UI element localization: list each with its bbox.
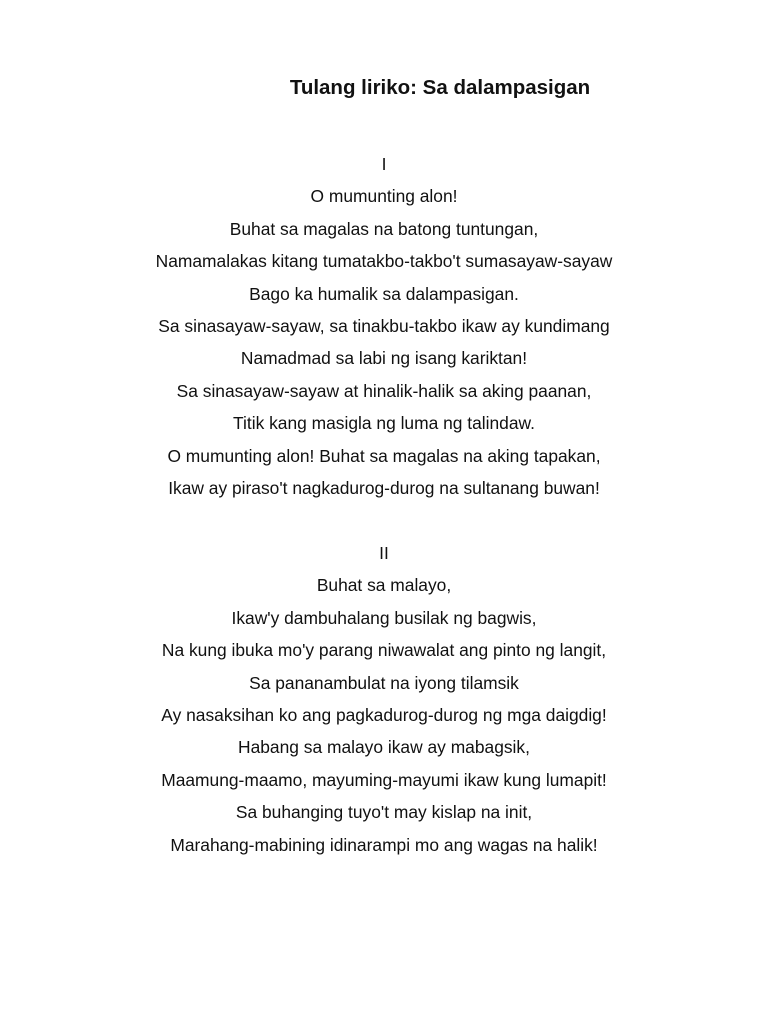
poem-line: Sa pananambulat na iyong tilamsik <box>249 672 519 693</box>
poem-line: Titik kang masigla ng luma ng talindaw. <box>233 413 535 434</box>
stanza-1 <box>0 148 768 504</box>
poem-line: Sa sinasayaw-sayaw at hinalik-halik sa aking paanan, <box>176 380 592 401</box>
poem-line: Marahang-mabining idinarampi mo ang wagas na halik! <box>170 834 598 855</box>
poem-line: O mumunting alon! Buhat sa magalas na aking tapakan, <box>167 445 601 466</box>
poem-line: O mumunting alon! <box>310 186 458 207</box>
poem-line: Maamung-maamo, mayuming-mayumi ikaw kung lumapit! <box>161 769 607 790</box>
poem-line: Buhat sa magalas na batong tuntungan, <box>229 218 539 239</box>
poem-line: Na kung ibuka mo'y parang niwawalat ang pinto ng langit, <box>161 640 607 661</box>
poem-title: Tulang liriko: Sa dalampasigan <box>289 76 591 99</box>
stanza-numeral: II <box>379 543 389 563</box>
poem-line: Ay nasaksihan ko ang pagkadurog-durog ng mga daigdig! <box>161 704 607 725</box>
poem-line: Sa buhanging tuyo't may kislap na init, <box>235 802 533 823</box>
poem-line: Ikaw'y dambuhalang busilak ng bagwis, <box>231 607 537 628</box>
poem-line: Sa sinasayaw-sayaw, sa tinakbu-takbo ikaw ay kundimang <box>158 315 610 336</box>
poem-line: Ikaw ay piraso't nagkadurog-durog na sultanang buwan! <box>168 477 600 498</box>
stanza-numeral: I <box>381 154 387 174</box>
poem-line: Namadmad sa labi ng isang kariktan! <box>240 348 528 369</box>
poem-line: Namamalakas kitang tumatakbo-takbo't sumasayaw-sayaw <box>155 251 613 272</box>
stanza-2 <box>0 537 768 861</box>
poem-line: Habang sa malayo ikaw ay mabagsik, <box>238 737 530 758</box>
poem-line: Buhat sa malayo, <box>316 575 452 596</box>
poem-line: Bago ka humalik sa dalampasigan. <box>249 283 519 304</box>
